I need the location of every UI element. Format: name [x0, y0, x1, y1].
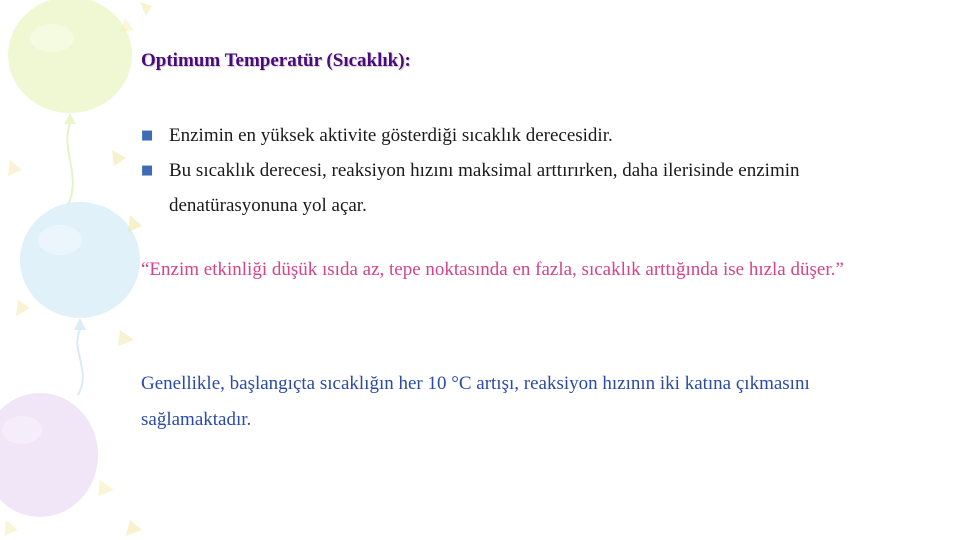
balloon-decoration: [0, 0, 160, 540]
note-text: Genellikle, başlangıçta sıcaklığın her 10 °C artışı, reaksiyon hızının iki katına çıkmasını sağlamaktadır.: [141, 373, 810, 430]
slide-title: Optimum Temperatür (Sıcaklık):: [141, 50, 411, 71]
quote-text: “Enzim etkinliği düşük ısıda az, tepe noktasında en fazla, sıcaklık arttığında ise hızla düşer.”: [141, 259, 844, 280]
balloon-green-icon: [8, 0, 132, 205]
balloon-blue-icon: [20, 202, 140, 395]
square-bullet-icon: ■: [141, 163, 154, 178]
bullet-text: Bu sıcaklık derecesi, reaksiyon hızını maksimal arttırırken, daha ilerisinde enzimin denatürasyonuna yol açar.: [169, 160, 800, 216]
bullet-text: Enzimin en yüksek aktivite gösterdiği sıcaklık derecesidir.: [169, 125, 613, 146]
bullet-item: [141, 153, 841, 223]
bullet-list: [141, 118, 841, 223]
square-bullet-icon: ■: [141, 128, 154, 143]
balloon-purple-icon: [0, 393, 98, 517]
bullet-item: [141, 118, 841, 153]
